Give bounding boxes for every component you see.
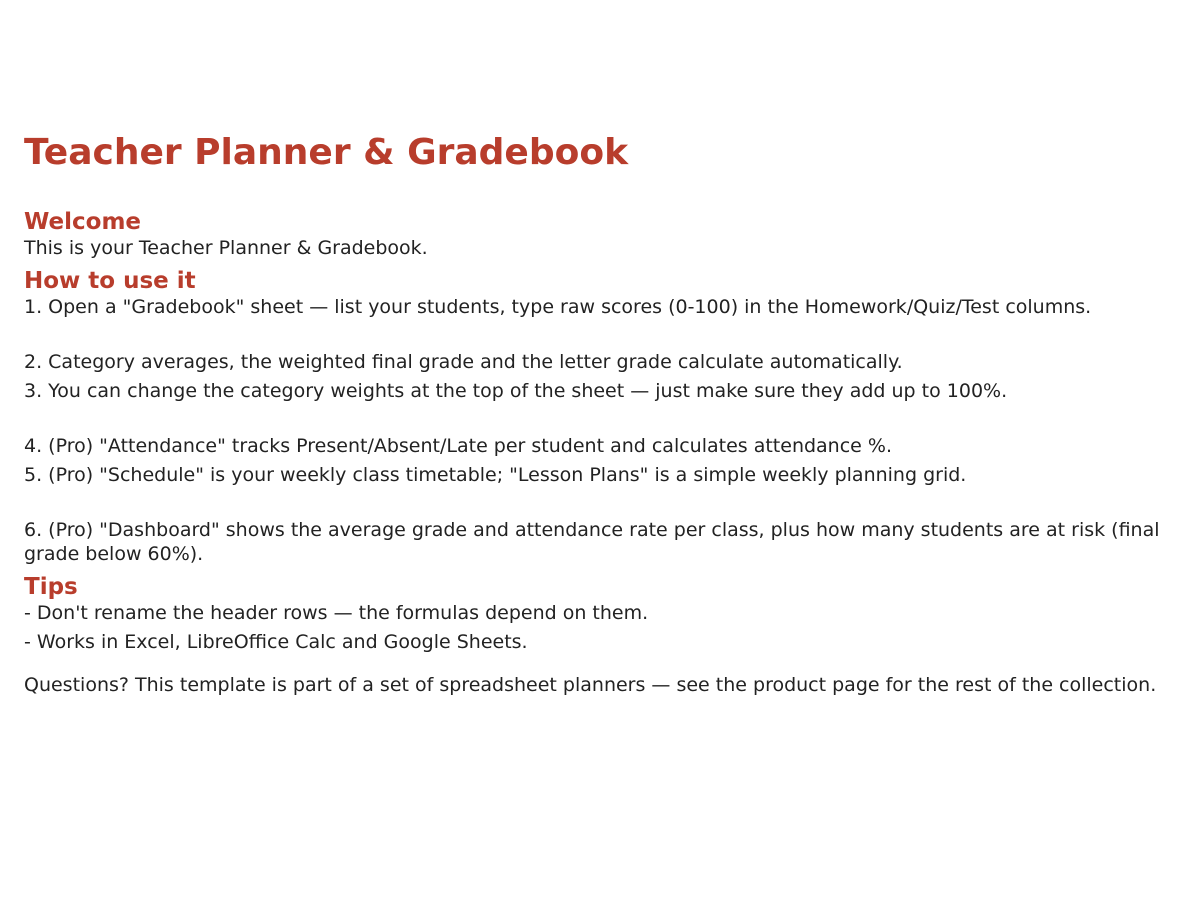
step-1: 1. Open a "Gradebook" sheet — list your students, type raw scores (0-100) in the Homework/Quiz/Test columns. — [24, 296, 1092, 318]
tip-2: - Works in Excel, LibreOffice Calc and Google Sheets. — [24, 631, 528, 653]
step-3: 3. You can change the category weights at the top of the sheet — just make sure they add up to 100%. — [24, 380, 1008, 402]
tip-1: - Don't rename the header rows — the formulas depend on them. — [24, 602, 649, 624]
step-4: 4. (Pro) "Attendance" tracks Present/Absent/Late per student and calculates attendance %. — [24, 435, 892, 457]
how-to-heading: How to use it — [24, 268, 196, 294]
step-5: 5. (Pro) "Schedule" is your weekly class timetable; "Lesson Plans" is a simple weekly planning grid. — [24, 464, 967, 486]
step-6: 6. (Pro) "Dashboard" shows the average grade and attendance rate per class, plus how many students are at risk (final grade below 60%). — [24, 519, 1160, 565]
welcome-heading: Welcome — [24, 209, 142, 235]
footer-note: Questions? This template is part of a set of spreadsheet planners — see the product page for the rest of the collection. — [24, 674, 1157, 696]
welcome-text: This is your Teacher Planner & Gradebook. — [24, 237, 428, 259]
page-title: Teacher Planner & Gradebook — [24, 132, 629, 173]
step-2: 2. Category averages, the weighted final grade and the letter grade calculate automatically. — [24, 351, 903, 373]
document-page — [24, 128, 1184, 697]
tips-heading: Tips — [24, 574, 78, 600]
